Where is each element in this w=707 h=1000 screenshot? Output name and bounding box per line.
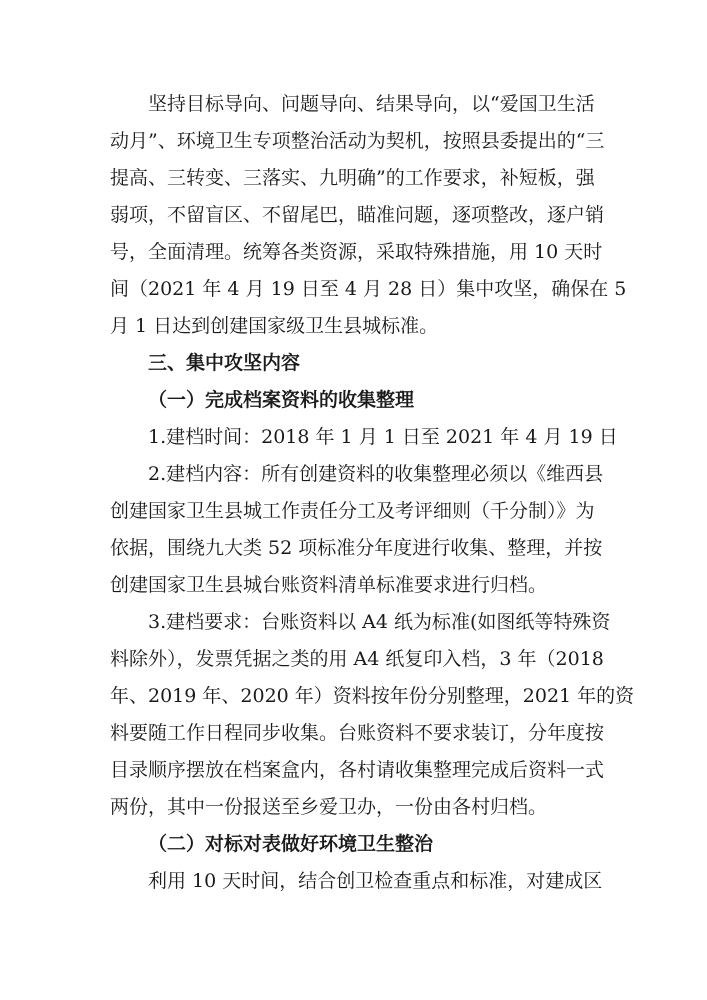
paragraph-line: 目录顺序摆放在档案盒内，各村请收集整理完成后资料一式 (110, 759, 605, 781)
paragraph-line: 坚持目标导向、问题导向、结果导向，以“爱国卫生活 (148, 93, 595, 115)
paragraph-line: 提高、三转变、三落实、九明确”的工作要求，补短板，强 (110, 167, 595, 189)
paragraph-line: 月 1 日达到创建国家级卫生县城标准。 (110, 315, 439, 337)
subsection-heading: （二）对标对表做好环境卫生整治 (148, 833, 434, 855)
paragraph-line: 2.建档内容：所有创建资料的收集整理必须以《维西县 (148, 463, 604, 485)
paragraph-line: 3.建档要求：台账资料以 A4 纸为标准(如图纸等特殊资 (148, 611, 611, 633)
subsection-heading: （一）完成档案资料的收集整理 (148, 389, 415, 411)
paragraph-line: 动月”、环境卫生专项整治活动为契机，按照县委提出的“三 (110, 130, 605, 152)
section-heading: 三、集中攻坚内容 (148, 352, 301, 374)
paragraph-line: 料要随工作日程同步收集。台账资料不要求装订，分年度按 (110, 722, 605, 744)
paragraph-line: 利用 10 天时间，结合创卫检查重点和标准，对建成区 (148, 870, 603, 892)
paragraph-line: 1.建档时间：2018 年 1 月 1 日至 2021 年 4 月 19 日 (148, 426, 618, 448)
paragraph-line: 弱项，不留盲区、不留尾巴，瞄准问题，逐项整改，逐户销 (110, 204, 605, 226)
paragraph-line: 料除外），发票凭据之类的用 A4 纸复印入档，3 年（2018 (110, 648, 604, 670)
paragraph-line: 依据，围绕九大类 52 项标准分年度进行收集、整理，并按 (110, 537, 603, 559)
paragraph-line: 创建国家卫生县城工作责任分工及考评细则（千分制）》为 (110, 500, 595, 522)
paragraph-line: 间（2021 年 4 月 19 日至 4 月 28 日）集中攻坚，确保在 5 (110, 278, 627, 300)
paragraph-line: 号，全面清理。统筹各类资源，采取特殊措施，用 10 天时 (110, 241, 603, 263)
paragraph-line: 创建国家卫生县城台账资料清单标准要求进行归档。 (110, 574, 548, 596)
paragraph-line: 年、2019 年、2020 年）资料按年份分别整理，2021 年的资 (110, 685, 635, 707)
paragraph-line: 两份，其中一份报送至乡爱卫办，一份由各村归档。 (110, 796, 548, 818)
